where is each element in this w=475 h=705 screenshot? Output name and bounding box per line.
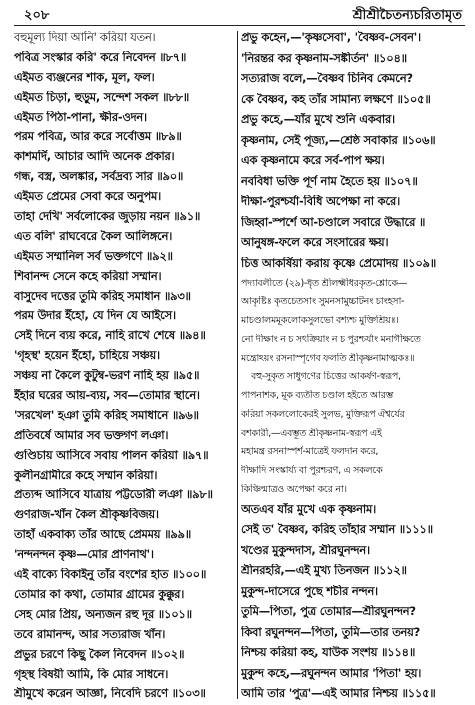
verse-line: প্রভু কহেন,—'কৃষ্ণসেবা', 'বৈষ্ণব-সেবন'। — [241, 31, 421, 44]
commentary-line: পদ্যাবলীতে (২৯)-ধৃত শ্রীলক্ষ্মীধরকৃত-শ্লোকে— — [241, 277, 408, 289]
verse-line: সত্যরাজ বলে,—বৈষ্ণব চিনিব কেমনে? — [241, 72, 413, 86]
verse-line: 'নিরন্তর কর কৃষ্ণনাম-সঙ্কীর্তন' ॥১০৪॥ — [241, 51, 407, 65]
verse-line: প্রভুর চরণে কিছু কৈল নিবেদন ॥১০২॥ — [14, 647, 185, 661]
verse-line: চিত্ত আকর্ষিয়া করায় কৃষ্ণে প্রেমোদয় ॥১০৯॥ — [241, 257, 436, 271]
verse-line: দীক্ষা-পুরশ্চর্যা-বিধি অপেক্ষা না করে। — [241, 195, 400, 209]
verse-line: খণ্ডের মুকুন্দদাস, শ্রীরঘুনন্দন। — [241, 543, 370, 557]
verse-line: আনুষঙ্গ-ফলে করে সংসারের ক্ষয়। — [241, 236, 389, 250]
verse-line: 'সরখেল' হঞা তুমি করিহ সমাধানে ॥৯৬॥ — [14, 408, 199, 422]
verse-line: আমি তার 'পুত্র'—এই আমার নিশ্চয় ॥১১৫॥ — [241, 687, 436, 701]
verse-line: কাশমর্দি, আচার আদি অনেক প্রকার। — [14, 150, 175, 164]
commentary-line: মহামন্ত্র রসনাস্পর্শ-মাত্রেই ফলদান করে, — [241, 446, 379, 458]
verse-line: প্রত্যব্দ আসিবে যাত্রায় পট্টডোরী লঞা ॥৯৮॥ — [14, 488, 213, 502]
commentary-line: নো দীক্ষাং ন চ সৎক্রিয়াং ন চ পুরশ্চর্যাং মনাগীক্ষতে — [241, 333, 421, 345]
commentary-line: মন্ত্রোঽয়ং রসনাস্পৃগেব ফলতি শ্রীকৃষ্ণনামাত্মকঃ॥ — [241, 352, 415, 364]
verse-line: পরম উদার ইঁহো, যে দিন যে আইসে। — [14, 309, 176, 323]
verse-line: বহুমূল্য দিয়া আনি' করিয়া যতন। — [14, 31, 156, 44]
verse-line: সেই ত' বৈষ্ণব, করিহ তাঁহার সম্মান ॥১১১॥ — [241, 523, 433, 537]
verse-line: শিবানন্দ সেনে কহে করিয়া সম্মান। — [14, 269, 162, 283]
verse-line: এক কৃষ্ণনামে করে সর্ব-পাপ ক্ষয়। — [241, 154, 385, 168]
verse-line: শ্রীনরহরি,—এই মুখ্য তিনজন ॥১১২॥ — [241, 564, 407, 578]
column-divider — [237, 31, 238, 699]
running-title: শ্রীশ্রীচৈতন্যচরিতামৃত — [352, 8, 462, 23]
verse-line: তবে রামানন্দ, আর সত্যরাজ খাঁন। — [14, 627, 166, 641]
verse-line: এইমত চিড়া, হুড়ুম, সন্দেশ সকল ॥৮৮॥ — [14, 90, 189, 104]
verse-line: সেহ মোর প্রিয়, অন্যজন রহু দূর ॥১০১॥ — [14, 607, 192, 621]
verse-line: গুণরাজ-খাঁন কৈল শ্রীকৃষ্ণবিজয়। — [14, 508, 159, 522]
verse-line: তাহাঁ একবাক্য তাঁর আছে প্রেমময় ॥৯৯॥ — [14, 528, 191, 542]
verse-line: তাহা দেখি' সর্বলোকের জুড়ায় নয়ন ॥৯১॥ — [14, 210, 201, 224]
verse-line: প্রভু কহে,—যাঁর মুখে শুনি একবার। — [241, 113, 395, 127]
verse-line: কিবা রঘুনন্দন—পিতা, তুমি—তার তনয়? — [241, 625, 421, 639]
verse-line: মুকুন্দ কহে,—রঘুনন্দন আমার 'পিতা' হয়। — [241, 666, 422, 680]
verse-line: অতএব যাঁর মুখে এক কৃষ্ণনাম। — [241, 502, 376, 516]
verse-line: 'নন্দনন্দন কৃষ্ণ—মোর প্রাণনাথ'। — [14, 548, 154, 562]
verse-line: সঞ্চয় না কৈলে কুটুম্ব-ভরণ নাহি হয় ॥৯৫॥ — [14, 369, 200, 383]
verse-line: নববিধা ভক্তি পূর্ণ নাম হৈতে হয় ॥১০৭॥ — [241, 174, 418, 188]
commentary-line: দীক্ষাদি সংস্কার্য্য বা পুরশ্চরণ, এ সকলকে — [241, 465, 383, 477]
page-number: ২০৮ — [24, 8, 50, 23]
commentary-line: মাচণ্ডালমমূকলোকসুলভো বশ্যশ্চ মুক্তিশ্রিয়ঃ। — [241, 315, 399, 327]
verse-line: তোমার কা কথা, তোমার গ্রামের কুক্কুর। — [14, 587, 185, 601]
commentary-line: করিয়া সকললোকেরই সুলভ, মুক্তিরূপ ঐশ্বর্যের — [241, 408, 405, 420]
verse-line: এইমত সম্মানিল সর্ব ভক্তগণে ॥৯২॥ — [14, 249, 173, 263]
verse-line: গন্ধ, বস্ত্র, অলঙ্কার, সর্বদ্রব্য সার ॥৯০॥ — [14, 170, 184, 184]
verse-line: এই বাক্যে বিকাইনু তাঁর বংশের হাত ॥১০০॥ — [14, 568, 207, 582]
verse-line: পবিত্র সংস্কার করি' করে নিবেদন ॥৮৭॥ — [14, 50, 187, 64]
commentary-line: বহু-সুকৃত সাধুগণের চিত্তের আকর্ষণ-স্বরূপ, — [251, 371, 401, 383]
verse-line: নিশ্চয় করিয়া কহ, যাউক সংশয় ॥১১৪॥ — [241, 646, 416, 660]
verse-line: মুকুন্দ-দাসেরে পুছে শচীর নন্দন। — [241, 584, 378, 598]
header-rule — [14, 25, 465, 26]
page-header — [6, 6, 468, 24]
verse-line: গুণ্ডিচায় আসিবে সবায় পালন করিয়া ॥৯৭॥ — [14, 448, 209, 462]
verse-line: প্রতিবর্ষে আমার সব ভক্তগণ লঞা। — [14, 428, 169, 442]
commentary-line: কিঞ্চিন্মাত্রও অপেক্ষা করে না। — [241, 483, 347, 495]
verse-line: এইমত প্রেমের সেবা করে অনুপম। — [14, 190, 162, 204]
verse-line: কুলীনগ্রামীরে কহে সম্মান করিয়া। — [14, 468, 158, 482]
commentary-line: বশকারী,—এবম্ভূত শ্রীকৃষ্ণনাম-স্বরূপ এই — [241, 427, 382, 439]
verse-line: কৃষ্ণনাম, সেই পূজ্য,—শ্রেষ্ঠ সবাকার ॥১০৬॥ — [241, 133, 436, 147]
verse-line: কে বৈষ্ণব, কহ তাঁর সামান্য লক্ষণে ॥১০৫॥ — [241, 92, 431, 106]
right-column — [241, 31, 465, 701]
verse-line: বাসুদেব দত্তের তুমি করিহ সমাধান ॥৯৩॥ — [14, 289, 191, 303]
verse-line: 'গৃহস্থ' হয়েন ইঁহো, চাহিয়ে সঞ্চয়। — [14, 349, 160, 363]
verse-line: শ্রীমুখে করেন আজ্ঞা, নিবেদি চরণে ॥১০৩॥ — [14, 687, 206, 701]
verse-line: এইমত পিঠা-পানা, ক্ষীর-ওদন। — [14, 110, 147, 124]
verse-line: এইমত ব্যঞ্জনের শাক, মূল, ফল। — [14, 70, 155, 84]
commentary-line: পাপনাশক, মূক ব্যতীত চণ্ডাল হইতে আরম্ভ — [241, 390, 393, 402]
commentary-line: আকৃষ্টিঃ কৃতচেতসাং সুমনসামুচ্চাটনং চাংহসা- — [241, 296, 405, 308]
verse-line: পরম পবিত্র, আর করে সর্বোত্তম ॥৮৯॥ — [14, 130, 182, 144]
verse-line: সেই দিনে ব্যয় করে, নাহি রাখে শেষে ॥৯৪॥ — [14, 329, 206, 343]
left-column — [14, 31, 234, 701]
verse-line: গৃহস্থ বিষয়ী আমি, কি মোর সাধনে। — [14, 667, 169, 681]
verse-line: এত বলি' রাঘবেরে কৈল আলিঙ্গনে। — [14, 229, 173, 243]
verse-line: জিহ্বা-স্পর্শে আ-চণ্ডালে সবারে উদ্ধারে ॥ — [241, 215, 426, 229]
verse-line: তুমি—পিতা, পুত্র তোমার—শ্রীরঘুনন্দন? — [241, 605, 416, 619]
verse-line: ইঁহার ঘরের আয়-ব্যয়, সব—তোমার স্থানে। — [14, 389, 200, 403]
